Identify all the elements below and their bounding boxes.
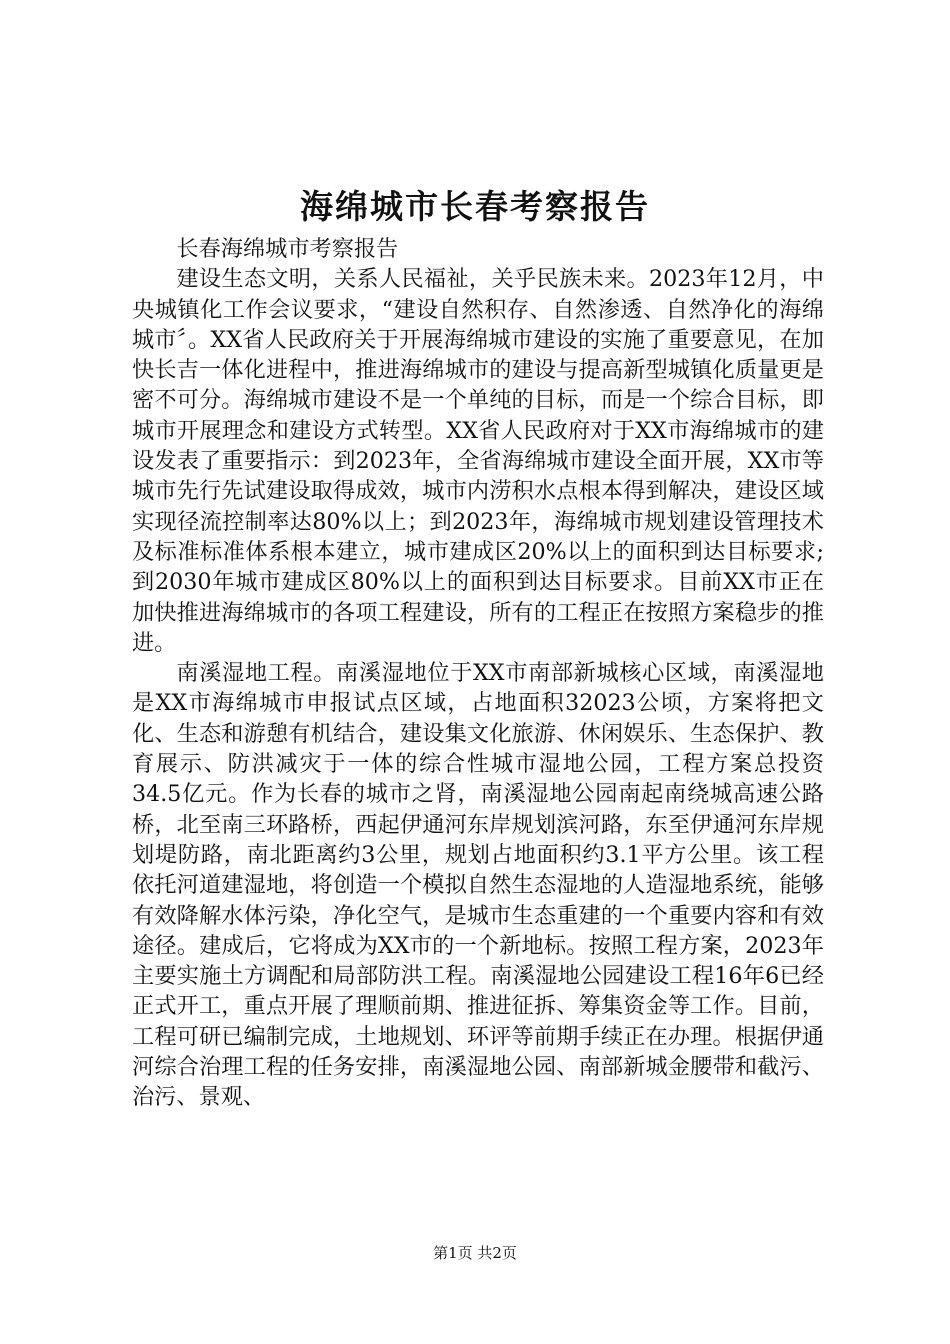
page-footer: 第1页 共2页 bbox=[433, 1244, 517, 1262]
document-body bbox=[132, 234, 824, 1113]
nanxi-wetland-paragraph: 南溪湿地工程。南溪湿地位于XX市南部新城核心区域，南溪湿地是XX市海绵城市申报试点区域，占地面积32023公顷，方案将把文化、生态和游憩有机结合，建设集文化旅游、休闲娱乐、生态保护、教育展示、防洪减灾于一体的综合性城市湿地公园，工程方案总投资34.5亿元。作为长春的城市之肾，南溪湿地公园南起南绕城高速公路桥，北至南三环路桥，西起伊通河东岸规划滨河路，东至伊通河东岸规划堤防路，南北距离约3公里，规划占地面积约3.1平方公里。该工程依托河道建湿地，将创造一个模拟自然生态湿地的人造湿地系统，能够有效降解水体污染，净化空气，是城市生态重建的一个重要内容和有效途径。建成后，它将成为XX市的一个新地标。按照工程方案，2023年主要实施土方调配和局部防洪工程。南溪湿地公园建设工程16年6已经正式开工，重点开展了理顺前期、推进征拆、筹集资金等工作。目前，工程可研已编制完成，土地规划、环评等前期手续正在办理。根据伊通河综合治理工程的任务安排，南溪湿地公园、南部新城金腰带和截污、治污、景观、 bbox=[132, 660, 824, 1111]
intro-paragraph: 建设生态文明，关系人民福祉，关乎民族未来。2023年12月，中央城镇化工作会议要求，“建设自然积存、自然渗透、自然净化的海绵城市〞。XX省人民政府关于开展海绵城市建设的实施了重要意见，在加快长吉一体化进程中，推进海绵城市的建设与提高新型城镇化质量更是密不可分。海绵城市建设不是一个单纯的目标，而是一个综合目标，即城市开展理念和建设方式转型。XX省人民政府对于XX市海绵城市的建设发表了重要指示：到2023年，全省海绵城市建设全面开展，XX市等城市先行先试建设取得成效，城市内涝积水点根本得到解决，建设区域实现径流控制率达80%以上；到2023年，海绵城市规划建设管理技术及标准标准体系根本建立，城市建成区20%以上的面积到达目标要求;到2030年城市建成区80%以上的面积到达目标要求。目前XX市正在加快推进海绵城市的各项工程建设，所有的工程正在按照方案稳步的推进。 bbox=[132, 266, 824, 656]
document-title: 海绵城市长春考察报告 bbox=[300, 187, 650, 226]
subtitle-paragraph: 长春海绵城市考察报告 bbox=[176, 236, 399, 262]
